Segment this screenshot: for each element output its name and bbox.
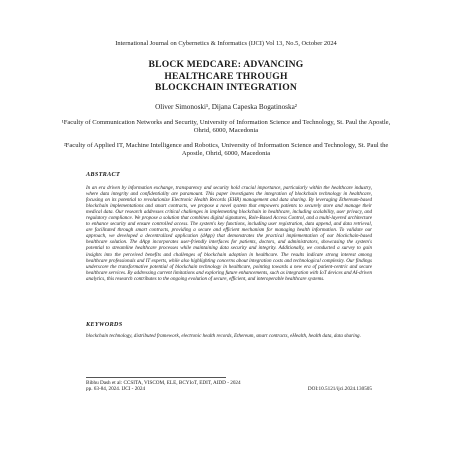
keywords-heading: KEYWORDS — [86, 321, 123, 328]
journal-header: International Journal on Cybernetics & Informatics (IJCI) Vol 13, No.5, October 2024 — [115, 40, 337, 47]
affiliation-1: ¹Faculty of Communication Networks and Security, University of Information Science and Technology, St. Paul the Apostle, Ohrid, 6000, Macedonia — [61, 119, 391, 134]
author-list: Oliver Simonoski¹, Dijana Capeska Bogatinoska² — [155, 103, 297, 111]
footer-pages: pp. 63-84, 2024. IJCI - 2024 — [86, 386, 146, 392]
affiliation-2: ²Faculty of Applied IT, Machine Intelligence and Robotics, University of Information Science and Technology, St. Paul the Apostle, Ohrid, 6000, Macedonia — [63, 142, 389, 157]
footer-rule — [86, 377, 226, 378]
title-line-1: BLOCK MEDCARE: ADVANCING — [148, 59, 304, 70]
title-line-2: HEALTHCARE THROUGH — [164, 70, 288, 82]
paper-title — [0, 59, 452, 94]
abstract-heading: ABSTRACT — [86, 171, 121, 178]
title-line-3: BLOCKCHAIN INTEGRATION — [154, 82, 298, 94]
footer-doi: DOI:10.5121/ijci.2024.130505 — [307, 386, 372, 392]
keywords-body: blockchain technology, distributed framework, electronic health records, Ethereum, smart contracts, eHealth, health data, data sharing. — [86, 333, 361, 339]
footer-citation: Bibhu Dash et al: CCSITA, VISCOM, ELE, BCYIoT, EDIT, AIDD - 2024 — [86, 380, 241, 386]
abstract-body: In an era driven by information exchange, transparency and security hold crucial importance, particularly within the healthcare industry, where data integrity and confidentiality are paramount. This paper investigates the integration of blockchain technology in healthcare, focusing on its potential to revolutionize Electronic Health Records (EHR) management and data sharing. By leveraging Ethereum-based blockchain implementations and smart contracts, we propose a novel system that empowers patients to securely store and manage their medical data. Our research addresses critical challenges in implementing blockchain in healthcare, including scalability, user privacy, and regulatory compliance. We propose a solution that combines digital signatures, Role-Based Access Control, and a multi-layered architecture to enhance security and ensure controlled access. The system's key functions, including user registration, data append, and data retrieval, are facilitated through smart contracts, providing a secure and efficient mechanism for managing health information. To validate our approach, we developed a decentralized application (dApp) that demonstrates the practical implementation of our blockchain-based healthcare solution. The dApp incorporates user-friendly interfaces for patients, doctors, and administrators, showcasing the system's potential to streamline healthcare processes while maintaining data security and integrity. Additionally, we conducted a survey to gain insights into the perceived benefits and challenges of blockchain adoption in healthcare. The results indicate strong interest among healthcare professionals and IT experts, while also highlighting concerns about integration costs and technological complexity. Our findings underscore the transformative potential of blockchain technology in healthcare, pointing towards a new era of patient-centric and secure healthcare services. By addressing current limitations and exploring future enhancements, such as integration with IoT devices and AI-driven analytics, this research contributes to the ongoing evolution of secure, efficient, and interoperable healthcare systems. — [86, 185, 372, 282]
